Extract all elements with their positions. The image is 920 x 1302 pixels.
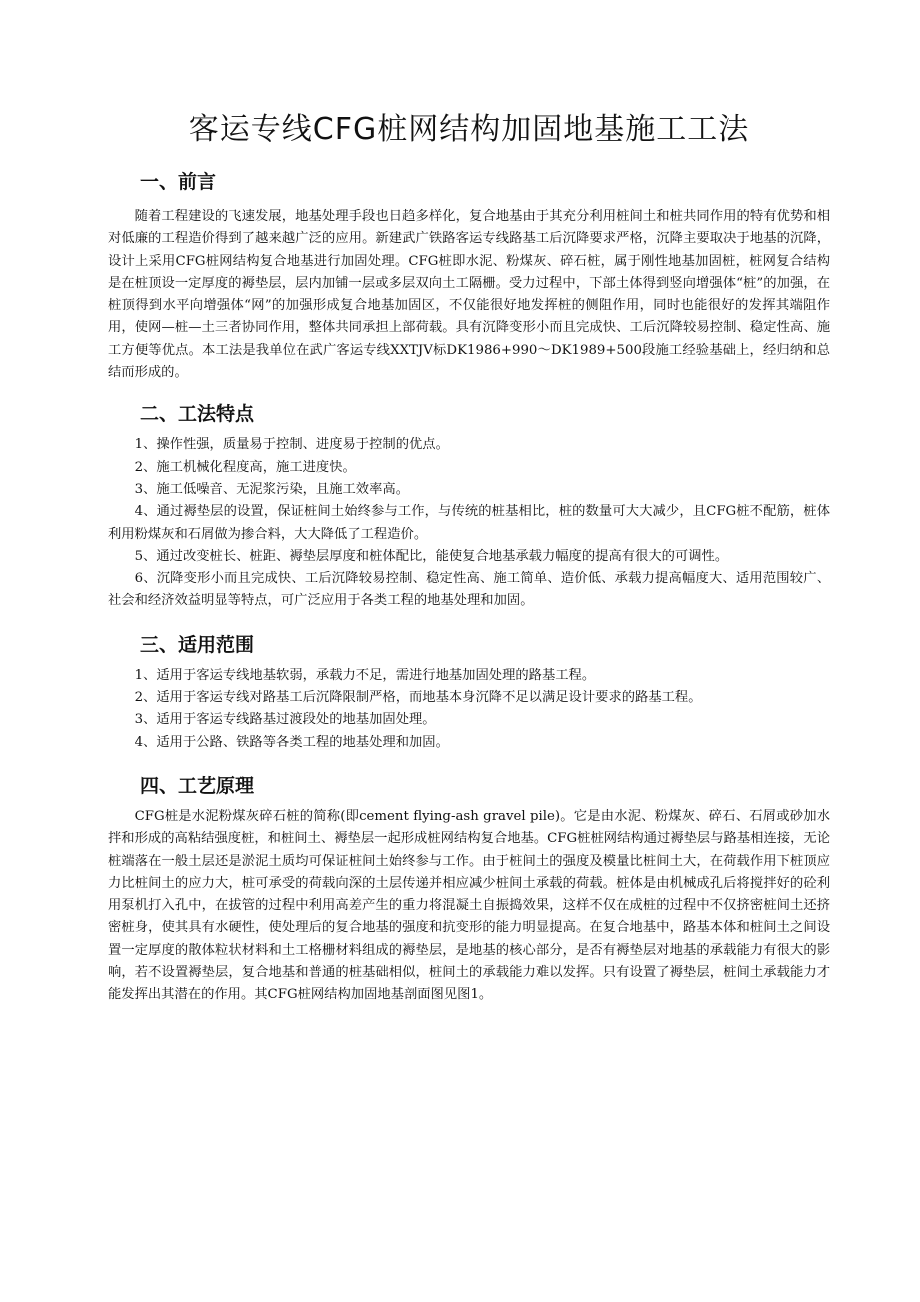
section-heading-features: 二、工法特点 — [140, 403, 255, 426]
section-heading-scope: 三、适用范围 — [140, 633, 255, 656]
feature-item-3: 3、施工低噪音、无泥浆污染，且施工效率高。 — [134, 481, 409, 497]
scope-item-1: 1、适用于客运专线地基软弱，承载力不足，需进行地基加固处理的路基工程。 — [134, 667, 596, 683]
feature-item-2: 2、施工机械化程度高，施工进度快。 — [134, 459, 356, 475]
scope-item-3: 3、适用于客运专线路基过渡段处的地基加固处理。 — [134, 712, 436, 728]
section-heading-preface: 一、前言 — [140, 171, 217, 193]
section-features — [108, 394, 830, 612]
feature-item-1: 1、操作性强，质量易于控制、进度易于控制的优点。 — [134, 437, 449, 453]
feature-item-4: 4、通过褥垫层的设置，保证桩间土始终参与工作，与传统的桩基相比，桩的数量可大大减少，且CFG桩不配筋，桩体利用粉煤灰和石屑做为掺合料，大大降低了工程造价。 — [108, 504, 830, 542]
principle-paragraph: CFG桩是水泥粉煤灰碎石桩的简称(即cement flying-ash gravel pile)。它是由水泥、粉煤灰、碎石、石屑或砂加水拌和形成的高粘结强度桩，和桩间土、褥垫层一起形成桩网结构复合地基。CFG桩桩网结构通过褥垫层与路基相连接，无论桩端落在一般土层还是淤泥土质均可保证桩间土始终参与工作。由于桩间土的强度及模量比桩间土大，在荷载作用下桩顶应力比桩间土的应力大，桩可承受的荷载向深的土层传递并相应减少桩间土承载的荷载。桩体是由机械成孔后将搅拌好的砼利用泵机打入孔中，在拔管的过程中利用高差产生的重力将混凝土自振捣效果，这样不仅在成桩的过程中不仅挤密桩间土还挤密桩身，使其具有水硬性，使处理后的复合地基的强度和抗变形的能力明显提高。在复合地基中，路基本体和桩间土之间设置一定厚度的散体粒状材料和土工格栅材料组成的褥垫层，是地基的核心部分，是否有褥垫层对地基的承载能力有很大的影响，若不设置褥垫层，复合地基和普通的桩基础相似，桩间土的承载能力难以发挥。只有设置了褥垫层，桩间土承载能力才能发挥出其潜在的作用。其CFG桩网结构加固地基剖面图见图1。 — [108, 808, 830, 1003]
feature-item-6: 6、沉降变形小而且完成快、工后沉降较易控制、稳定性高、施工简单、造价低、承载力提高幅度大、适用范围较广、社会和经济效益明显等特点，可广泛应用于各类工程的地基处理和加固。 — [108, 571, 830, 609]
document-page — [108, 104, 830, 1013]
scope-item-2: 2、适用于客运专线对路基工后沉降限制严格，而地基本身沉降不足以满足设计要求的路基工程。 — [134, 690, 702, 706]
scope-item-4: 4、适用于公路、铁路等各类工程的地基处理和加固。 — [134, 734, 449, 750]
section-scope — [108, 625, 830, 754]
feature-item-5: 5、通过改变桩长、桩距、褥垫层厚度和桩体配比，能使复合地基承载力幅度的提高有很大的可调性。 — [134, 548, 729, 564]
preface-paragraph: 随着工程建设的飞速发展，地基处理手段也日趋多样化，复合地基由于其充分利用桩间土和桩共同作用的特有优势和相对低廉的工程造价得到了越来越广泛的应用。新建武广铁路客运专线路基工后沉降要求严格，沉降主要取决于地基的沉降，设计上采用CFG桩网结构复合地基进行加固处理。CFG桩即水泥、粉煤灰、碎石桩，属于刚性地基加固桩，桩网复合结构是在桩顶设一定厚度的褥垫层，层内加铺一层或多层双向土工隔栅。受力过程中，下部土体得到竖向增强体“桩”的加强，在桩顶得到水平向增强体“网”的加强形成复合地基加固区，不仅能很好地发挥桩的侧阻作用，同时也能很好的发挥其端阻作用，使网—桩—土三者协同作用，整体共同承担上部荷载。具有沉降变形小而且完成快、工后沉降较易控制、稳定性高、施工方便等优点。本工法是我单位在武广客运专线XXTJV标DK1986+990～DK1989+500段施工经验基础上，经归纳和总结而形成的。 — [108, 209, 830, 381]
document-title: 客运专线CFG桩网结构加固地基施工工法 — [188, 112, 750, 147]
section-preface — [108, 162, 830, 384]
section-heading-principle: 四、工艺原理 — [140, 774, 255, 797]
section-principle — [108, 766, 830, 1007]
